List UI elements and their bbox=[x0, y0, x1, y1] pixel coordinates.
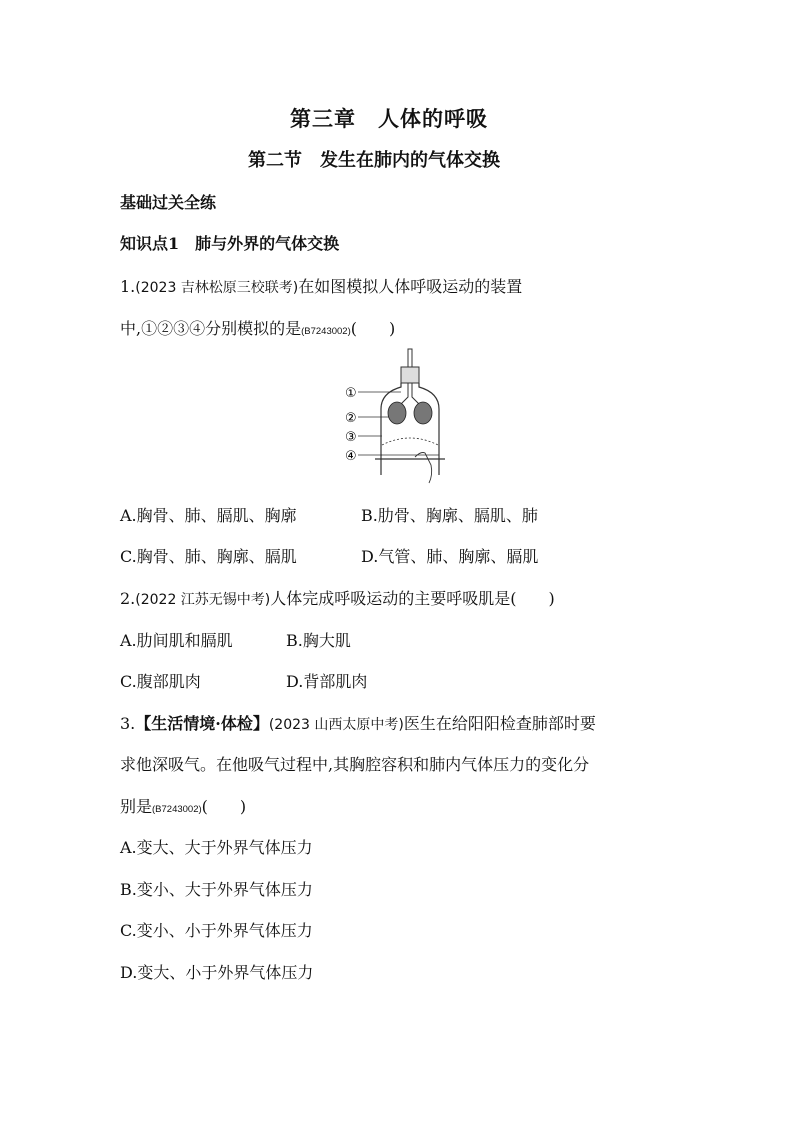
breathing-model-figure bbox=[345, 347, 445, 487]
membrane-dashed-position bbox=[382, 438, 438, 445]
q3-stem-line3: 别是 bbox=[120, 797, 153, 816]
q1-option-b: B.肋骨、胸廓、膈肌、肺 bbox=[361, 506, 538, 525]
exercise-heading: 基础过关全练 bbox=[120, 193, 217, 212]
q1-source: (2023 吉林松原三校联考) bbox=[135, 280, 299, 296]
figure-label-1: ① bbox=[345, 386, 357, 401]
right-balloon bbox=[414, 402, 432, 424]
q3-line1 bbox=[120, 711, 596, 734]
q3-tag: 【生活情境·体检】 bbox=[135, 714, 269, 733]
q3-stem-line1: 医生在给阳阳检查肺部时要 bbox=[403, 714, 596, 733]
q2-option-a: A.肋间肌和膈肌 bbox=[120, 631, 233, 650]
q2-number: 2. bbox=[120, 589, 136, 608]
knowledge-point-heading: 知识点1 肺与外界的气体交换 bbox=[120, 234, 340, 253]
q3-number: 3. bbox=[120, 714, 136, 733]
q3-option-a: A.变大、大于外界气体压力 bbox=[120, 838, 313, 857]
q2-line1 bbox=[120, 586, 555, 609]
q2-option-b: B.胸大肌 bbox=[286, 631, 351, 650]
q2-option-d: D.背部肌肉 bbox=[286, 672, 368, 691]
q3-blank: ( ) bbox=[201, 797, 247, 816]
rubber-stopper bbox=[401, 367, 419, 383]
q1-code: (B7243002) bbox=[301, 326, 351, 337]
bell-jar bbox=[381, 383, 439, 475]
q2-blank: ( ) bbox=[510, 589, 555, 608]
q1-stem-line1: 在如图模拟人体呼吸运动的装置 bbox=[298, 277, 523, 296]
q2-stem: 人体完成呼吸运动的主要呼吸肌是 bbox=[270, 589, 511, 608]
trachea bbox=[400, 383, 420, 405]
chapter-title: 第三章 人体的呼吸 bbox=[290, 106, 488, 131]
q3-option-b: B.变小、大于外界气体压力 bbox=[120, 880, 313, 899]
q2-source: (2022 江苏无锡中考) bbox=[135, 592, 271, 608]
figure-label-3: ③ bbox=[345, 430, 357, 445]
q1-line1 bbox=[120, 274, 522, 297]
q1-stem-line2: 中,①②③④分别模拟的是 bbox=[120, 319, 302, 338]
q1-option-a: A.胸骨、肺、膈肌、胸廓 bbox=[120, 506, 297, 525]
q1-line2 bbox=[120, 316, 395, 339]
figure-label-4: ④ bbox=[345, 449, 357, 464]
q3-option-c: C.变小、小于外界气体压力 bbox=[120, 921, 313, 940]
figure-label-2: ② bbox=[345, 411, 357, 426]
q1-option-d: D.气管、肺、胸廓、膈肌 bbox=[361, 547, 539, 566]
q3-stem-line2: 求他深吸气。在他吸气过程中,其胸腔容积和肺内气体压力的变化分 bbox=[120, 755, 590, 774]
q3-line3 bbox=[120, 794, 246, 817]
left-balloon bbox=[388, 402, 406, 424]
q2-option-c: C.腹部肌肉 bbox=[120, 672, 201, 691]
q1-blank: ( ) bbox=[350, 319, 396, 338]
section-title: 第二节 发生在肺内的气体交换 bbox=[248, 150, 500, 171]
glass-tube bbox=[408, 349, 412, 369]
q1-option-c: C.胸骨、肺、胸廓、膈肌 bbox=[120, 547, 297, 566]
hand-icon bbox=[415, 453, 432, 484]
q1-number: 1. bbox=[120, 277, 136, 296]
q3-code: (B7243002) bbox=[152, 804, 202, 815]
q3-source: (2023 山西太原中考) bbox=[268, 717, 404, 733]
q3-option-d: D.变大、小于外界气体压力 bbox=[120, 963, 314, 982]
